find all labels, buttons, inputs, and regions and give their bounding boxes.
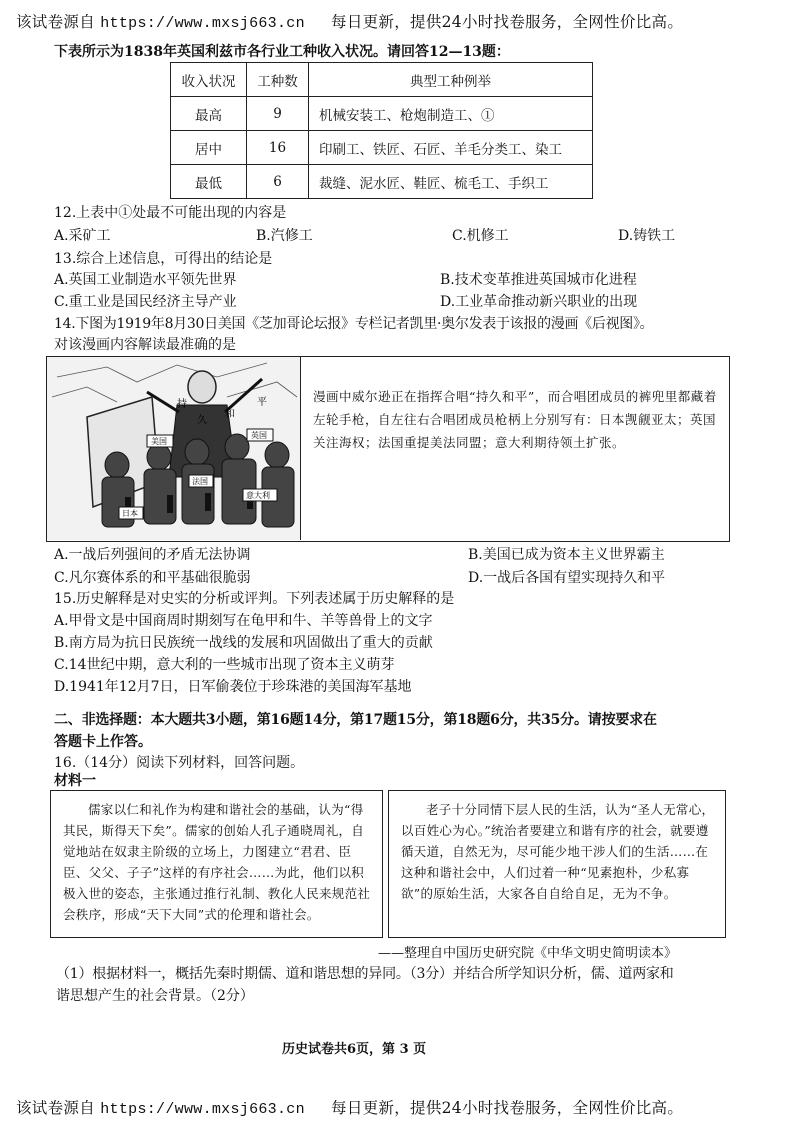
table-cell: 9 bbox=[247, 97, 309, 131]
material-source: ——整理自中国历史研究院《中华文明史简明读本》 bbox=[378, 946, 678, 961]
table-cell: 6 bbox=[247, 165, 309, 199]
income-table bbox=[170, 62, 593, 199]
q15-option-a[interactable]: A.甲骨文是中国商周时期刻写在龟甲和牛、羊等兽骨上的文字 bbox=[54, 613, 433, 629]
cartoon-label-jiu: 久 bbox=[197, 415, 207, 426]
cartoon-label-he: 和 bbox=[225, 409, 235, 420]
cartoon-label-ping: 平 bbox=[257, 397, 267, 408]
table-cell: 机械安装工、枪炮制造工、① bbox=[309, 97, 593, 131]
q16-sub1-line2: 谐思想产生的社会背景。（2分） bbox=[56, 988, 254, 1004]
bottom-banner bbox=[16, 1096, 683, 1118]
q14-option-a[interactable]: A.一战后列强间的矛盾无法协调 bbox=[54, 547, 251, 563]
table-intro: 下表所示为1838年英国利兹市各行业工种收入状况。请回答12—13题： bbox=[54, 44, 510, 60]
table-header-cell: 典型工种例举 bbox=[309, 63, 593, 97]
banner-url[interactable]: https://www.mxsj663.cn bbox=[100, 15, 305, 32]
q15-option-b[interactable]: B.南方局为抗日民族统一战线的发展和巩固做出了重大的贡献 bbox=[54, 635, 433, 651]
q12-option-c[interactable]: C.机修工 bbox=[452, 228, 509, 244]
table-row bbox=[171, 131, 593, 165]
banner-prefix: 该试卷源自 bbox=[16, 13, 96, 31]
cartoon-box bbox=[46, 356, 730, 542]
banner-prefix: 该试卷源自 bbox=[16, 1099, 96, 1117]
material-right-text: 老子十分同情下层人民的生活，认为“圣人无常心，以百姓心为心。”统治者要建立和谐有序的社会，就要遵循天道，自然无为，尽可能少地干涉人们的生活……在这种和谐社会中，人们过着一种“见素抱朴，少私寡欲”的原始生活，大家各自自给自足，无为不争。 bbox=[401, 802, 715, 901]
table-header-cell: 工种数 bbox=[247, 63, 309, 97]
banner-slogan: 每日更新，提供24小时找卷服务，全网性价比高。 bbox=[331, 13, 684, 31]
q15-stem: 15.历史解释是对史实的分析或评判。下列表述属于历史解释的是 bbox=[54, 591, 455, 607]
table-cell: 最低 bbox=[171, 165, 247, 199]
q14-option-c[interactable]: C.凡尔赛体系的和平基础很脆弱 bbox=[54, 570, 251, 586]
q16-stem: 16.（14分）阅读下列材料，回答问题。 bbox=[54, 755, 305, 771]
cartoon-image bbox=[47, 357, 301, 540]
q12-option-d[interactable]: D.铸铁工 bbox=[618, 228, 676, 244]
cartoon-label-japan: 日本 bbox=[122, 509, 138, 518]
material-left-text: 儒家以仁和礼作为构建和谐社会的基础，认为“得其民，斯得天下矣”。儒家的创始人孔子通晓周礼，自觉地站在奴隶主阶级的立场上，力图建立“君君、臣臣、父父、子子”这样的有序社会……为此，他们以积极入世的姿态，主张通过推行礼制、教化人民来规范社会秩序，形成“天下大同”式的伦理和谐社会。 bbox=[63, 802, 371, 922]
material-title: 材料一 bbox=[54, 773, 96, 789]
q16-sub1-line1: （1）根据材料一，概括先秦时期儒、道和谐思想的异同。（3分）并结合所学知识分析，儒、道两家和 bbox=[56, 966, 674, 982]
table-cell: 最高 bbox=[171, 97, 247, 131]
q14-stem-line2: 对该漫画内容解读最准确的是 bbox=[54, 337, 236, 353]
page-number: 历史试卷共6页，第 3 页 bbox=[282, 1042, 427, 1057]
q13-option-a[interactable]: A.英国工业制造水平领先世界 bbox=[54, 272, 237, 288]
cartoon-label-chi: 持 bbox=[177, 399, 187, 410]
cartoon-label-usa: 美国 bbox=[151, 437, 167, 446]
table-cell: 16 bbox=[247, 131, 309, 165]
banner-url[interactable]: https://www.mxsj663.cn bbox=[100, 1101, 305, 1118]
banner-slogan: 每日更新，提供24小时找卷服务，全网性价比高。 bbox=[331, 1099, 684, 1117]
q12-option-a[interactable]: A.采矿工 bbox=[54, 228, 111, 244]
cartoon-label-france: 法国 bbox=[192, 477, 208, 486]
q12-stem: 12.上表中①处最不可能出现的内容是 bbox=[54, 205, 287, 221]
material-left-box bbox=[50, 790, 383, 938]
cartoon-caption: 漫画中威尔逊正在指挥合唱“持久和平”，而合唱团成员的裤兜里都藏着左轮手枪，自左往右合唱团成员枪柄上分别写有：日本觊觎亚太；英国关注海权；法国重提美法同盟；意大利期待领土扩张。 bbox=[313, 389, 717, 450]
cartoon-drawing bbox=[47, 357, 301, 540]
cartoon-label-italy: 意大利 bbox=[246, 491, 270, 500]
q13-option-d[interactable]: D.工业革命推动新兴职业的出现 bbox=[440, 294, 638, 310]
q14-option-d[interactable]: D.一战后各国有望实现持久和平 bbox=[468, 570, 666, 586]
table-cell: 居中 bbox=[171, 131, 247, 165]
table-row bbox=[171, 165, 593, 199]
q13-stem: 13.综合上述信息，可得出的结论是 bbox=[54, 251, 273, 267]
table-header-cell: 收入状况 bbox=[171, 63, 247, 97]
section2-line2: 答题卡上作答。 bbox=[54, 734, 152, 750]
q14-stem-line1: 14.下图为1919年8月30日美国《芝加哥论坛报》专栏记者凯里·奥尔发表于该报的漫画《后视图》。 bbox=[54, 316, 654, 332]
top-banner bbox=[16, 10, 683, 32]
table-cell: 印刷工、铁匠、石匠、羊毛分类工、染工 bbox=[309, 131, 593, 165]
table-cell: 裁缝、泥水匠、鞋匠、梳毛工、手织工 bbox=[309, 165, 593, 199]
q12-option-b[interactable]: B.汽修工 bbox=[256, 228, 313, 244]
q15-option-c[interactable]: C.14世纪中期，意大利的一些城市出现了资本主义萌芽 bbox=[54, 657, 395, 673]
section2-line1: 二、非选择题：本大题共3小题，第16题14分，第17题15分，第18题6分，共35分。请按要求在 bbox=[54, 712, 657, 728]
table-header-row bbox=[171, 63, 593, 97]
q15-option-d[interactable]: D.1941年12月7日，日军偷袭位于珍珠港的美国海军基地 bbox=[54, 679, 412, 695]
cartoon-label-uk: 英国 bbox=[251, 431, 267, 440]
q14-option-b[interactable]: B.美国已成为资本主义世界霸主 bbox=[468, 547, 665, 563]
q13-option-b[interactable]: B.技术变革推进英国城市化进程 bbox=[440, 272, 637, 288]
table-row bbox=[171, 97, 593, 131]
q13-option-c[interactable]: C.重工业是国民经济主导产业 bbox=[54, 294, 237, 310]
material-right-box bbox=[388, 790, 726, 938]
